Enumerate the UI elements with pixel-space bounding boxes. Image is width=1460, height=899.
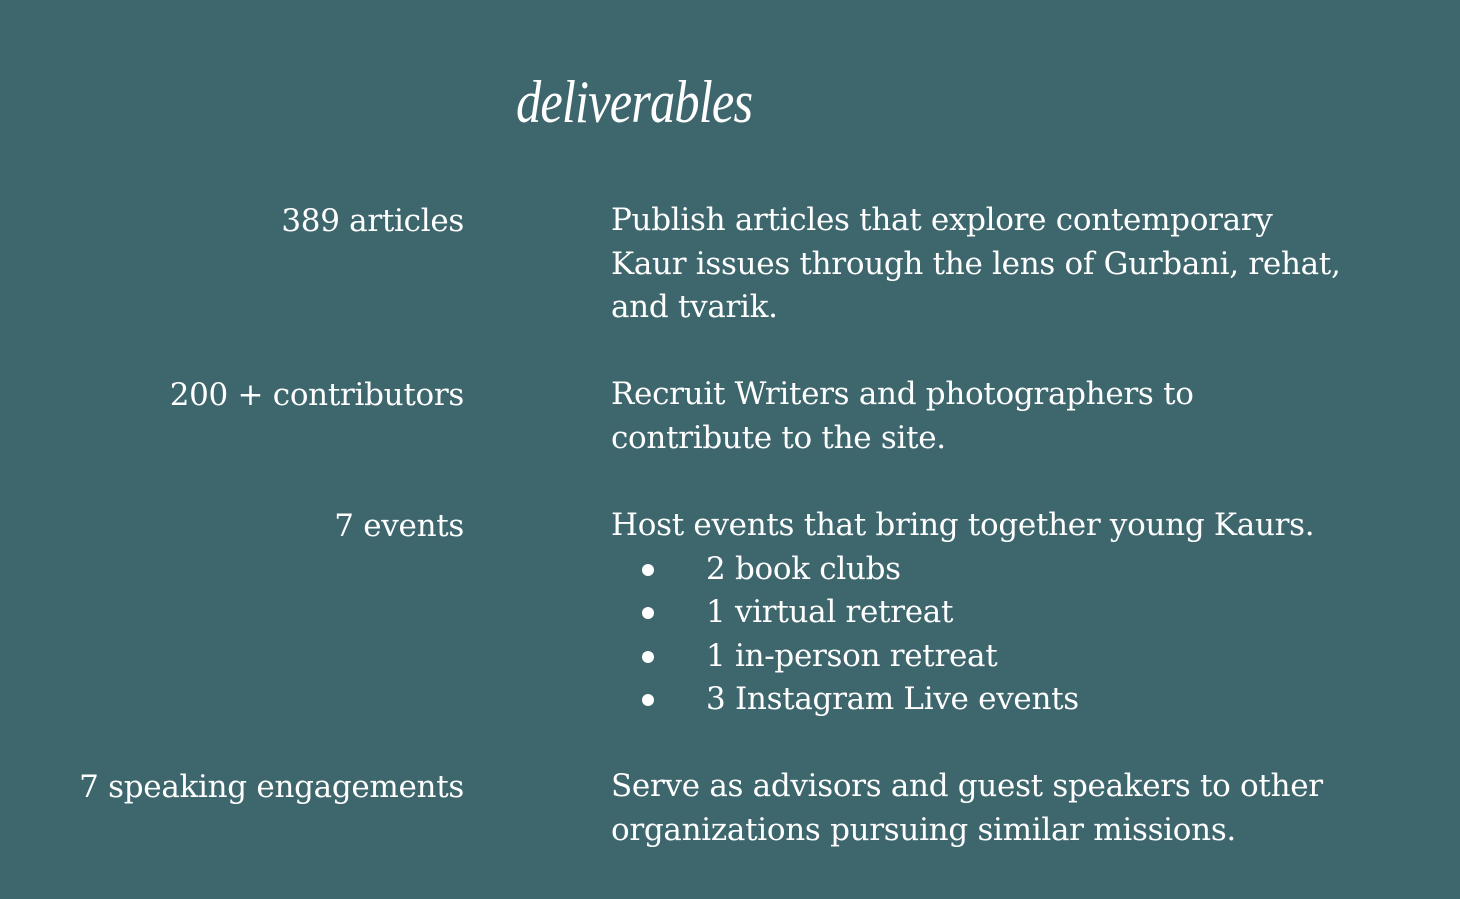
description-articles	[611, 199, 1411, 330]
description-text: Publish articles that explore contemporary Kaur issues through the lens of Gurbani, rehat, and tvarik.	[611, 202, 1341, 325]
bullet-text: 1 virtual retreat	[706, 594, 954, 630]
page-title: deliverables	[516, 69, 753, 135]
metric-events: 7 events	[334, 508, 464, 544]
bullet-dot-icon	[642, 651, 654, 663]
metric-speaking-engagements: 7 speaking engagements	[79, 769, 464, 805]
metric-articles: 389 articles	[281, 203, 464, 239]
bullet-text: 2 book clubs	[706, 550, 901, 587]
description-text: Host events that bring together young Kaurs.	[611, 507, 1315, 543]
bullet-dot-icon	[642, 564, 654, 576]
bullet-dot-icon	[642, 607, 654, 619]
list-item	[611, 591, 1411, 635]
description-speaking-engagements	[611, 765, 1411, 852]
list-item	[611, 678, 1411, 722]
description-contributors	[611, 373, 1411, 460]
events-bullet-list	[611, 548, 1411, 722]
list-item	[611, 635, 1411, 679]
bullet-text: 3 Instagram Live events	[706, 681, 1079, 717]
description-events	[611, 504, 1411, 722]
metric-contributors: 200 + contributors	[169, 377, 464, 413]
description-text: Recruit Writers and photographers to contribute to the site.	[611, 376, 1194, 456]
bullet-dot-icon	[642, 694, 654, 706]
list-item	[611, 548, 1411, 592]
bullet-text: 1 in-person retreat	[706, 637, 998, 674]
description-text: Serve as advisors and guest speakers to other organizations pursuing similar missions.	[611, 768, 1323, 848]
